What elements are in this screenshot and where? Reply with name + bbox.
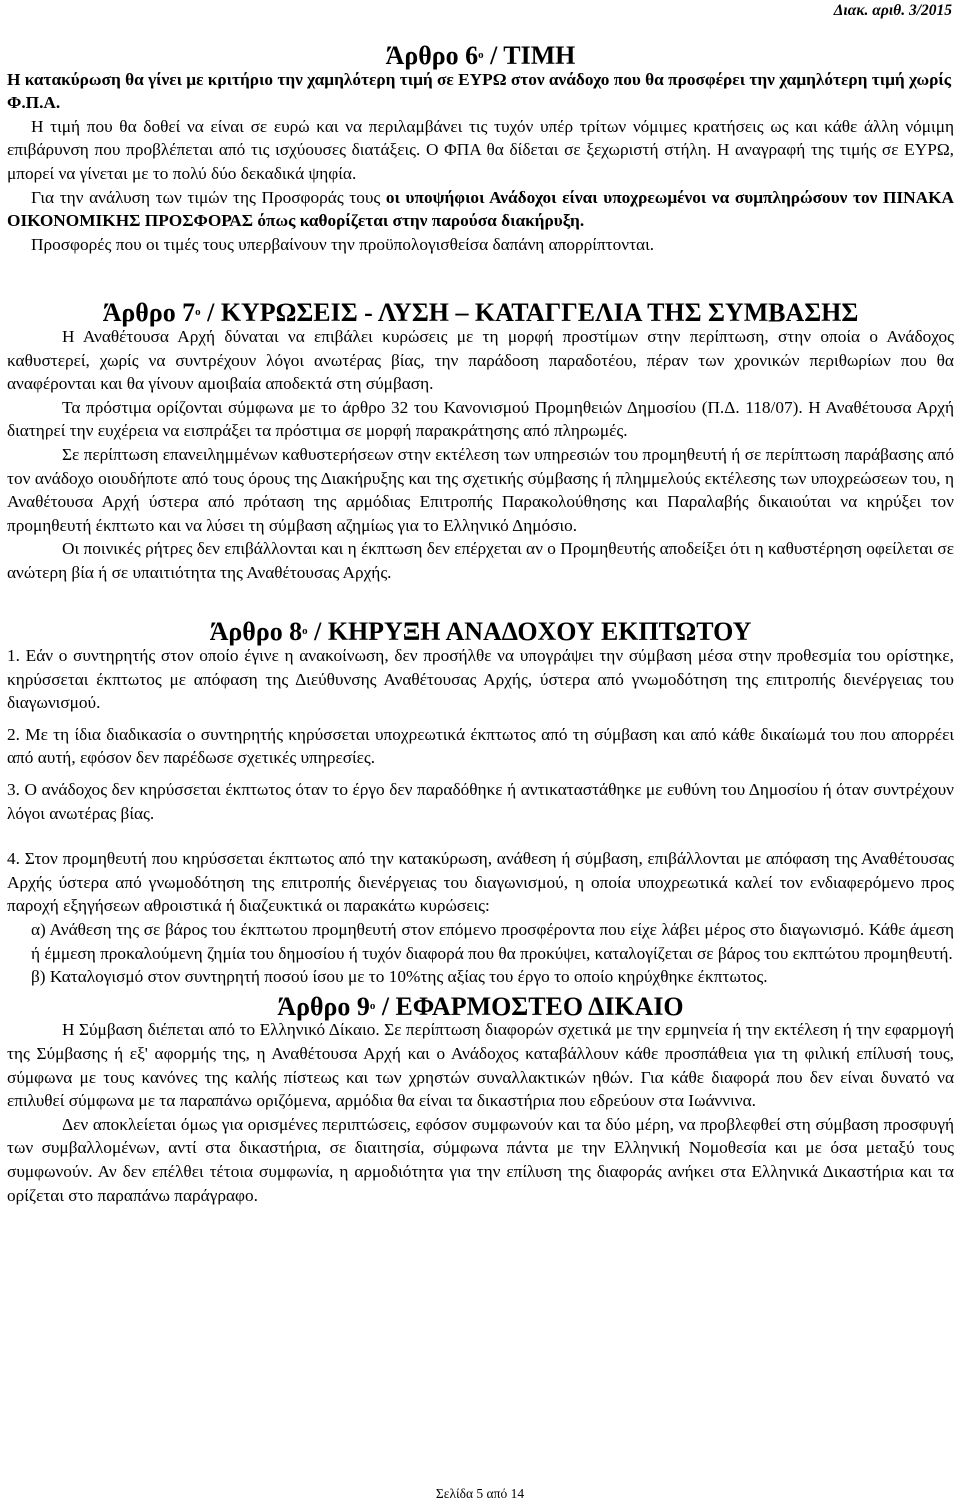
article-7-paragraph-1: Η Αναθέτουσα Αρχή δύναται να επιβάλει κυρώσεις με τη μορφή προστίμων στην περίπτωση, στην οποία ο Ανάδοχος καθυστερεί, χωρίς να συντρέχουν λόγοι ανωτέρας βίας, την παράδοση παραδοτέου, πέραν των χρονικών περιθωρίων που θα αναφέρονται και θα γίνουν αμοιβαία αποδεκτά στη σύμβαση. — [7, 326, 954, 394]
document-body — [7, 41, 954, 1207]
article-9-title-prefix: Άρθρο 9 — [277, 991, 370, 1021]
spacer — [7, 256, 954, 301]
article-7-title-sup: ο — [195, 306, 201, 319]
article-7-title — [7, 298, 954, 328]
article-6-paragraph-1: Η τιμή που θα δοθεί να είναι σε ευρώ και να περιλαμβάνει τις τυχόν υπέρ τρίτων νόμιμες κρατήσεις ως και κάθε άλλη νόμιμη επιβάρυνση που προβλέπεται από τις ισχύουσες διατάξεις. Ο ΦΠΑ θα δίδεται σε ξεχωριστή στήλη. Η αναγραφή της τιμής σε ΕΥΡΩ, μπορεί να γίνεται με το πολύ δύο δεκαδικά ψηφία. — [7, 116, 954, 183]
article-6-paragraph-2-bold: οι υποψήφιοι Ανάδοχοι είναι υποχρεωμένοι να συμπληρώσουν τον ΠΙΝΑΚΑ ΟΙΚΟΝΟΜΙΚΗΣ ΠΡΟΣΦΟΡΑΣ όπως καθορίζεται στην παρούσα διακήρυξη. — [7, 187, 954, 231]
article-6-paragraph-2-normal: Για την ανάλυση των τιμών της Προσφοράς τους — [31, 187, 386, 207]
article-8-title-prefix: Άρθρο 8 — [209, 617, 303, 647]
article-9-paragraph-1: Η Σύμβαση διέπεται από το Ελληνικό Δίκαιο. Σε περίπτωση διαφορών σχετικά με την ερμηνεία ή την εκτέλεση ή την εφαρμογή της Σύμβασης ή εξ' αφορμής της, η Αναθέτουσα Αρχή και ο Ανάδοχος καταβάλλουν κάθε προσπάθεια για τη φιλική επίλυσή τους, σύμφωνα με τους κανόνες της καλής πίστεως και των χρηστών συναλλακτικών ηθών. Για κάθε διαφορά που δεν είναι δυνατό να επιλυθεί σύμφωνα με τα παραπάνω οριζόμενα, αρμόδια θα είναι τα δικαστήρια που εδρεύουν στα Ιωάννινα. — [7, 1020, 954, 1111]
article-6-title-sup: ο — [478, 49, 484, 61]
article-7 — [7, 298, 954, 584]
article-7-paragraph-4: Οι ποινικές ρήτρες δεν επιβάλλονται και η έκπτωση δεν επέρχεται αν ο Προμηθευτής αποδείξει ότι η καθυστέρηση οφείλεται σε ανώτερη βία ή σε υπαιτιότητα της Αναθέτουσας Αρχής. — [7, 539, 954, 582]
article-8-sub-b: β) Καταλογισμό στον συντηρητή ποσού ίσου με το 10%της αξίας του έργο το οποίο κηρύχθηκε έκπτωτος. — [31, 967, 768, 987]
article-9-title — [7, 991, 954, 1021]
article-7-title-rest: / ΚΥΡΩΣΕΙΣ - ΛΥΣΗ – ΚΑΤΑΓΓΕΛΙΑ ΤΗΣ ΣΥΜΒΑΣΗΣ — [200, 298, 859, 328]
article-7-title-prefix: Άρθρο 7 — [102, 298, 196, 328]
document-reference: Διακ. αριθ. 3/2015 — [833, 2, 952, 19]
article-6-title — [7, 41, 954, 70]
spacer — [7, 584, 954, 620]
article-6-paragraph-2 — [7, 186, 954, 233]
article-6-paragraph-3: Προσφορές που οι τιμές τους υπερβαίνουν την προϋπολογισθείσα δαπάνη απορρίπτονται. — [31, 234, 655, 254]
article-6 — [7, 41, 954, 256]
article-8-item-2: 2. Με τη ίδια διαδικασία ο συντηρητής κηρύσσεται υποχρεωτικά έκπτωτος από τη σύμβαση και από κάθε δικαίωμά του που απορρέει από αυτή, εφόσον δεν παρέδωσε σχετικές υπηρεσίες. — [7, 724, 954, 768]
article-8-title-sup: ο — [302, 625, 308, 638]
spacer — [7, 825, 954, 847]
page-number: Σελίδα 5 από 14 — [435, 1486, 525, 1501]
article-8-title-rest: / ΚΗΡΥΞΗ ΑΝΑΔΟΧΟΥ ΕΚΠΤΩΤΟΥ — [307, 617, 752, 647]
article-9 — [7, 991, 954, 1207]
article-8-item-4: 4. Στον προμηθευτή που κηρύσσεται έκπτωτος από την κατακύρωση, ανάθεση ή σύμβαση, επιβάλλονται με απόφαση της Αναθέτουσας Αρχής ύστερα από γνωμοδότηση της επιτροπής διενέργειας του διαγωνισμού, η οποία υποχρεωτικά καλεί τον ενδιαφερόμενο προς παροχή εξηγήσεων αθροιστικά ή διαζευκτικά οι παρακάτω κυρώσεις: — [7, 849, 954, 916]
article-7-paragraph-2: Τα πρόστιμα ορίζονται σύμφωνα με το άρθρο 32 του Κανονισμού Προμηθειών Δημοσίου (Π.Δ. 118/07). Η Αναθέτουσα Αρχή διατηρεί την ευχέρεια να εισπράξει τα πρόστιμα σε μορφή παρακράτησης από πληρωμές. — [7, 397, 954, 441]
article-8-title — [7, 617, 954, 647]
article-8-item-1: 1. Εάν ο συντηρητής στον οποίο έγινε η ανακοίνωση, δεν προσήλθε να υπογράψει την σύμβαση μέσα στην προθεσμία του ορίστηκε, κηρύσσεται έκπτωτος με απόφαση της Διεύθυνσης Αναθέτουσας Αρχής, ύστερα από γνωμοδότηση της επιτροπής διενέργειας του διαγωνισμού. — [7, 646, 954, 713]
article-8-sub-a: α) Ανάθεση της σε βάρος του έκπτωτου προμηθευτή στον επόμενο προσφέροντα που είχε λάβει μέρος στο διαγωνισμό. Κάθε άμεση ή έμμεση προκαλούμενη ζημία του δημοσίου ή τυχόν διαφορά που θα προκύψει, καταλογίζεται σε βάρος του εκπτώτου προμηθευτή. — [31, 920, 954, 963]
article-9-title-sup: ο — [369, 999, 376, 1012]
article-6-title-prefix: Άρθρο 6 — [385, 41, 479, 70]
article-6-lead: Η κατακύρωση θα γίνει με κριτήριο την χαμηλότερη τιμή σε ΕΥΡΩ στον ανάδοχο που θα προσφέρει την χαμηλότερη τιμή χωρίς Φ.Π.Α. — [7, 69, 952, 113]
article-6-title-rest: / ΤΙΜΗ — [483, 41, 576, 70]
article-8-item-3: 3. Ο ανάδοχος δεν κηρύσσεται έκπτωτος όταν το έργο δεν παραδόθηκε ή αντικαταστάθηκε με ευθύνη του Δημοσίου ή όταν συντρέχουν λόγοι ανωτέρας βίας. — [7, 780, 954, 823]
article-9-title-rest: / ΕΦΑΡΜΟΣΤΕΟ ΔΙΚΑΙΟ — [375, 991, 684, 1021]
article-8 — [7, 617, 954, 988]
article-9-paragraph-2: Δεν αποκλείεται όμως για ορισμένες περιπτώσεις, εφόσον συμφωνούν και τα δύο μέρη, να προβλεφθεί στη σύμβαση προσφυγή των συμβαλλομένων, αντί στα δικαστήρια, σε διαιτησία, σύμφωνα πάντα με την Ελληνική Νομοθεσία και με όσα μεταξύ τους συμφωνούν. Αν δεν επέλθει τέτοια συμφωνία, η αρμοδιότητα για την επίλυση της διαφοράς ανήκει στα Ελληνικά Δικαστήρια και τα ορίζεται στο παραπάνω παράγραφο. — [7, 1114, 954, 1205]
article-7-paragraph-3: Σε περίπτωση επανειλημμένων καθυστερήσεων στην εκτέλεση των υπηρεσιών του προμηθευτή ή σε περίπτωση παράβασης από τον ανάδοχο οιουδήποτε από τους όρους της Διακήρυξης και της σχετικής σύμβασης ή πλημμελούς εκτέλεσης των υποχρεώσεων του, η Αναθέτουσα Αρχή ύστερα από πρόταση της αρμόδιας Επιτροπής Παρακολούθησης και Παραλαβής δικαιούται να κηρύξει τον προμηθευτή έκπτωτο και να λύσει τη σύμβαση αζημίως για το Ελληνικό Δημόσιο. — [7, 444, 954, 535]
